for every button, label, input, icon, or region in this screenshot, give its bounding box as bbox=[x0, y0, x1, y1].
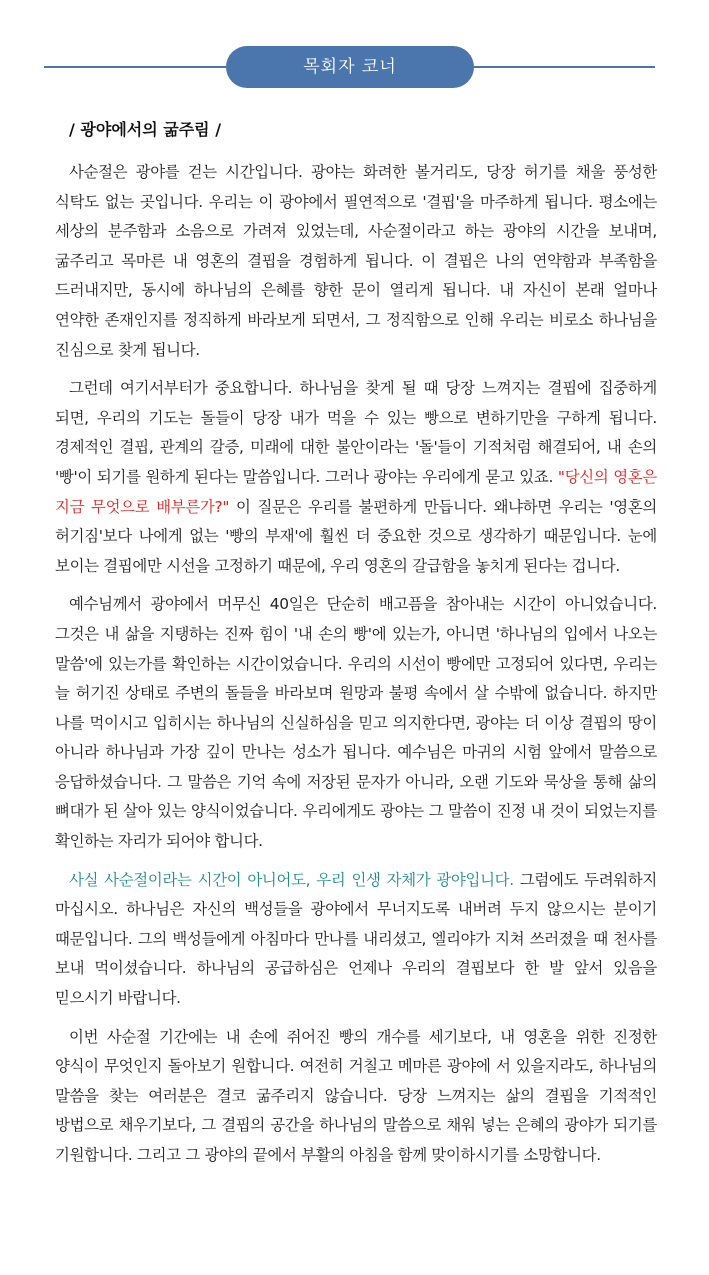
paragraph-2-highlight-question: "당신의 영혼은 지금 무엇으로 배부른가?" bbox=[55, 467, 657, 516]
paragraph-4 bbox=[55, 866, 657, 1014]
paragraph-1: 사순절은 광야를 걷는 시간입니다. 광야는 화려한 볼거리도, 당장 허기를 채울 풍성한 식탁도 없는 곳입니다. 우리는 이 광야에서 필연적으로 '결핍'을 마주하게 됩니다. 평소에는 세상의 분주함과 소음으로 가려져 있었는데, 사순절이라고 하는 광야의 시간을 보내며, 굶주리고 목마른 내 영혼의 결핍을 경험하게 됩니다. 이 결핍은 나의 연약함과 부족함을 드러내지만, 동시에 하나님의 은혜를 향한 문이 열리게 됩니다. 내 자신이 본래 얼마나 연약한 존재인지를 정직하게 바라보게 되면서, 그 정직함으로 인해 우리는 비로소 하나님을 진심으로 찾게 됩니다. bbox=[55, 163, 657, 359]
paragraph-2-text-a: 그런데 여기서부터가 중요합니다. 하나님을 찾게 될 때 당장 느껴지는 결핍에 집중하게 되면, 우리의 기도는 돌들이 당장 내가 먹을 수 있는 빵으로 변하기만을 구하게 됩니다. 경제적인 결핍, 관계의 갈증, 미래에 대한 불안이라는 '돌'들이 기적처럼 해결되어, 내 손의 '빵'이 되기를 원하게 된다는 말씀입니다. 그러나 광야는 우리에게 묻고 있죠. bbox=[55, 379, 657, 486]
article-body bbox=[55, 116, 657, 1180]
article-subtitle: / 광야에서의 굶주림 / bbox=[69, 120, 222, 139]
paragraph-5: 이번 사순절 기간에는 내 손에 쥐어진 빵의 개수를 세기보다, 내 영혼을 위한 진정한 양식이 무엇인지 돌아보기 원합니다. 여전히 거칠고 메마른 광야에 서 있을지라도, 하나님의 말씀을 찾는 여러분은 결코 굶주리지 않습니다. 당장 느껴지는 삶의 결핍을 기적적인 방법으로 채우기보다, 그 결핍의 공간을 하나님의 말씀으로 채워 넣는 은혜의 광야가 되기를 기원합니다. 그리고 그 광야의 끝에서 부활의 아침을 함께 맞이하시기를 소망합니다. bbox=[55, 1027, 657, 1164]
section-header bbox=[0, 44, 709, 90]
paragraph-4-text: 그럼에도 두려워하지 마십시오. 하나님은 자신의 백성들을 광야에서 무너지도록 내버려 두지 않으시는 분이기 때문입니다. 그의 백성들에게 아침마다 만나를 내리셨고, 엘리야가 지쳐 쓰러졌을 때 천사를 보내 먹이셨습니다. 하나님의 공급하심은 언제나 우리의 결핍보다 한 발 앞서 있음을 믿으시기 바랍니다. bbox=[55, 870, 657, 1008]
paragraph-2-text-b: 이 질문은 우리를 불편하게 만듭니다. 왜냐하면 우리는 '영혼의 허기짐'보다 나에게 없는 '빵의 부재'에 훨씬 더 중요한 것으로 생각하기 때문입니다. 눈에 보이는 결핍에만 시선을 고정하기 때문에, 우리 영혼의 갈급함을 놓치게 된다는 겁니다. bbox=[55, 497, 657, 575]
header-title-badge: 목회자 코너 bbox=[226, 46, 474, 88]
paragraph-4-highlight-sentence: 사실 사순절이라는 시간이 아니어도, 우리 인생 자체가 광야입니다. bbox=[69, 870, 514, 889]
paragraph-2 bbox=[55, 374, 657, 581]
paragraph-3: 예수님께서 광야에서 머무신 40일은 단순히 배고픔을 참아내는 시간이 아니었습니다. 그것은 내 삶을 지탱하는 진짜 힘이 '내 손의 빵'에 있는가, 아니면 '하나님의 입에서 나오는 말씀'에 있는가를 확인하는 시간이었습니다. 우리의 시선이 빵에만 고정되어 있다면, 우리는 늘 허기진 상태로 주변의 돌들을 바라보며 원망과 불평 속에서 살 수밖에 없습니다. 하지만 나를 먹이시고 입히시는 하나님의 신실하심을 믿고 의지한다면, 광야는 더 이상 결핍의 땅이 아니라 하나님과 가장 깊이 만나는 성소가 됩니다. 예수님은 마귀의 시험 앞에서 말씀으로 응답하셨습니다. 그 말씀은 기억 속에 저장된 문자가 아니라, 오랜 기도와 묵상을 통해 삶의 뼈대가 된 살아 있는 양식이었습니다. 우리에게도 광야는 그 말씀이 진정 내 것이 되었는지를 확인하는 자리가 되어야 합니다. bbox=[55, 595, 657, 851]
